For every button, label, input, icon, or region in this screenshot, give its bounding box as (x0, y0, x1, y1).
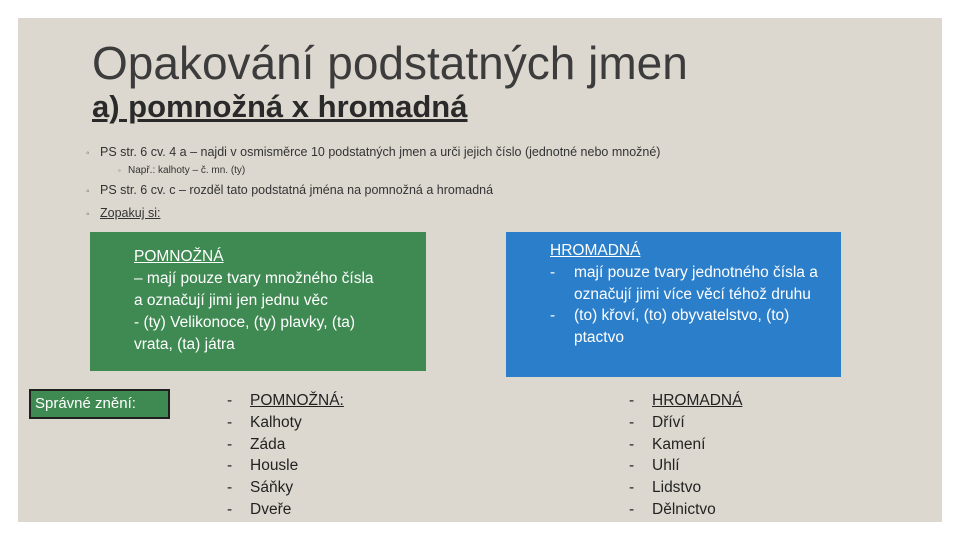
list-item (227, 455, 344, 477)
list-item-text: Uhlí (652, 457, 680, 475)
list-item-text: Kalhoty (250, 413, 302, 431)
list-item (629, 499, 742, 521)
list-item-text: Záda (250, 435, 286, 453)
dash: - (629, 479, 635, 497)
list-item (629, 455, 742, 477)
hromadna-item-text: (to) křoví, (to) obyvatelstvo, (to) ptactvo (574, 307, 790, 347)
hromadna-item (550, 262, 840, 306)
dash: - (550, 307, 556, 325)
sub-bullet-item (118, 165, 245, 176)
bullet-mark: ◦ (118, 166, 121, 175)
list-item (629, 412, 742, 434)
pomnozna-line: – mají pouze tvary množného čísla (134, 270, 374, 287)
list-item (227, 477, 344, 499)
list-item-text: Housle (250, 457, 299, 475)
hromadna-item-text: mají pouze tvary jednotného čísla a označují jimi více věcí téhož druhu (574, 263, 818, 303)
bullet-mark: ◦ (86, 209, 90, 220)
list-item (227, 499, 344, 521)
bullet-text: Zopakuj si: (100, 206, 161, 220)
hromadna-list (629, 390, 742, 521)
bullet-text: PS str. 6 cv. 4 a – najdi v osmisměrce 10 podstatných jmen a urči jejich číslo (jednotné nebo množné) (100, 145, 661, 159)
bullet-item (86, 145, 660, 159)
list-item-text: Dělnictvo (652, 500, 716, 518)
bullet-mark: ◦ (86, 186, 90, 197)
dash: - (629, 500, 635, 518)
list-item-text: Sáňky (250, 479, 294, 497)
pomnozna-line: - (ty) Velikonoce, (ty) plavky, (ta) (134, 314, 356, 331)
bullet-mark: ◦ (86, 148, 90, 159)
dash: - (227, 479, 233, 497)
dash: - (227, 457, 233, 475)
list-item (227, 412, 344, 434)
dash: - (629, 457, 635, 475)
bullet-item (86, 206, 160, 220)
dash: - (550, 263, 556, 281)
list-item-text: Kamení (652, 435, 706, 453)
list-item (227, 434, 344, 456)
dash: - (227, 500, 233, 518)
list-item-text: Dveře (250, 500, 292, 518)
dash: - (629, 392, 635, 409)
list-item-text: POMNOŽNÁ: (250, 392, 344, 409)
slide (18, 18, 942, 522)
pomnozna-box (90, 232, 426, 371)
list-item (629, 434, 742, 456)
list-item-text: Dříví (652, 413, 685, 431)
bullet-text: Např.: kalhoty – č. mn. (ty) (128, 165, 246, 176)
hromadna-box (506, 232, 841, 377)
dash: - (227, 435, 233, 453)
list-item-text: HROMADNÁ (652, 392, 743, 409)
correct-label: Správné znění: (29, 389, 170, 419)
pomnozna-line: vrata, (ta) játra (134, 336, 235, 353)
slide-subtitle: a) pomnožná x hromadná (92, 89, 468, 124)
list-item-text: Lidstvo (652, 479, 702, 497)
dash: - (629, 413, 635, 431)
list-item (629, 390, 742, 412)
list-item (227, 390, 344, 412)
pomnozna-line: a označují jimi jen jednu věc (134, 292, 328, 309)
hromadna-heading: HROMADNÁ (550, 242, 641, 259)
dash: - (227, 392, 233, 409)
dash: - (227, 413, 233, 431)
bullet-item (86, 183, 493, 197)
slide-title: Opakování podstatných jmen (92, 37, 688, 89)
list-item (629, 477, 742, 499)
bullet-text: PS str. 6 cv. c – rozděl tato podstatná jména na pomnožná a hromadná (100, 183, 494, 197)
dash: - (629, 435, 635, 453)
pomnozna-list (227, 390, 344, 521)
pomnozna-heading: POMNOŽNÁ (134, 248, 224, 265)
hromadna-item (550, 305, 840, 349)
